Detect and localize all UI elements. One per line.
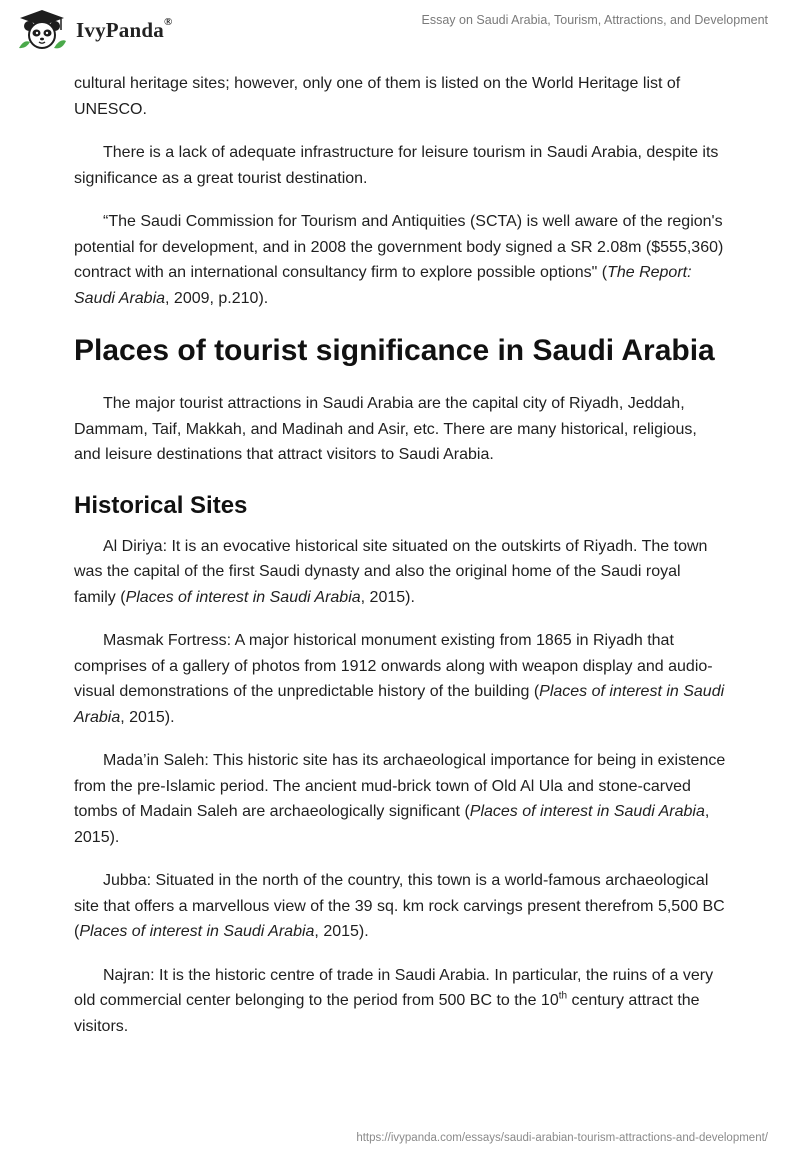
paragraph: Jubba: Situated in the north of the country, this town is a world-famous archaeological site that offers a marvellous view of the 39 sq. km rock carvings present therefrom 5,500 BC (Places of interest in Saudi Arabia, 2015). [74,872,725,940]
paragraph: cultural heritage sites; however, only one of them is listed on the World Heritage list of UNESCO. [74,75,681,118]
source-url[interactable]: https://ivypanda.com/essays/saudi-arabian-tourism-attractions-and-development/ [356,1132,768,1144]
panda-graduate-icon [16,8,68,52]
page-header [0,0,800,70]
citation-title: Places of interest in Saudi Arabia [79,923,315,940]
paragraph: Mada’in Saleh: This historic site has its archaeological importance for being in existence from the pre-Islamic period. The ancient mud-brick town of Old Al Ula and stone-carved tombs of Madain Saleh are archaeologically significant (Places of interest in Saudi Arabia, 2015). [74,752,726,846]
paragraph: Najran: It is the historic centre of trade in Saudi Arabia. In particular, the ruins of a very old commercial center belonging to the period from 500 BC to the 10th century attract the visitors. [74,966,714,1035]
section-heading: Places of tourist significance in Saudi Arabia [74,334,715,367]
paragraph: “The Saudi Commission for Tourism and Antiquities (SCTA) is well aware of the region's potential for development, and in 2008 the government body signed a SR 2.08m ($555,360) contract with an international consultancy firm to explore possible options" (The Report: Saudi Arabia, 2009, p.210). [74,213,724,307]
paragraph: The major tourist attractions in Saudi Arabia are the capital city of Riyadh, Jeddah, Dammam, Taif, Makkah, and Madinah and Asir, etc. There are many historical, religious, and leisure destinations that attract visitors to Saudi Arabia. [74,395,697,463]
document-title: Essay on Saudi Arabia, Tourism, Attractions, and Development [421,13,768,27]
logo-text: IvyPanda® [76,15,173,42]
paragraph: There is a lack of adequate infrastructure for leisure tourism in Saudi Arabia, despite its significance as a great tourist destination. [74,144,719,187]
citation-title: Places of interest in Saudi Arabia [74,683,725,726]
ivypanda-logo[interactable] [16,8,172,52]
paragraph: Masmak Fortress: A major historical monument existing from 1865 in Riyadh that comprises of a gallery of photos from 1912 onwards along with weapon display and audio-visual demonstrations of the unpredictable history of the building (Places of interest in Saudi Arabia, 2015). [74,632,725,726]
citation-title: The Report: Saudi Arabia [74,264,692,307]
essay-body [74,71,726,1057]
citation-title: Places of interest in Saudi Arabia [469,803,705,820]
citation-title: Places of interest in Saudi Arabia [125,588,361,606]
subsection-heading: Historical Sites [74,491,248,519]
paragraph: Al Diriya: It is an evocative historical site situated on the outskirts of Riyadh. The town was the capital of the first Saudi dynasty and also the original home of the Saudi royal family (Places of interest in Saudi Arabia, 2015). [74,537,708,606]
